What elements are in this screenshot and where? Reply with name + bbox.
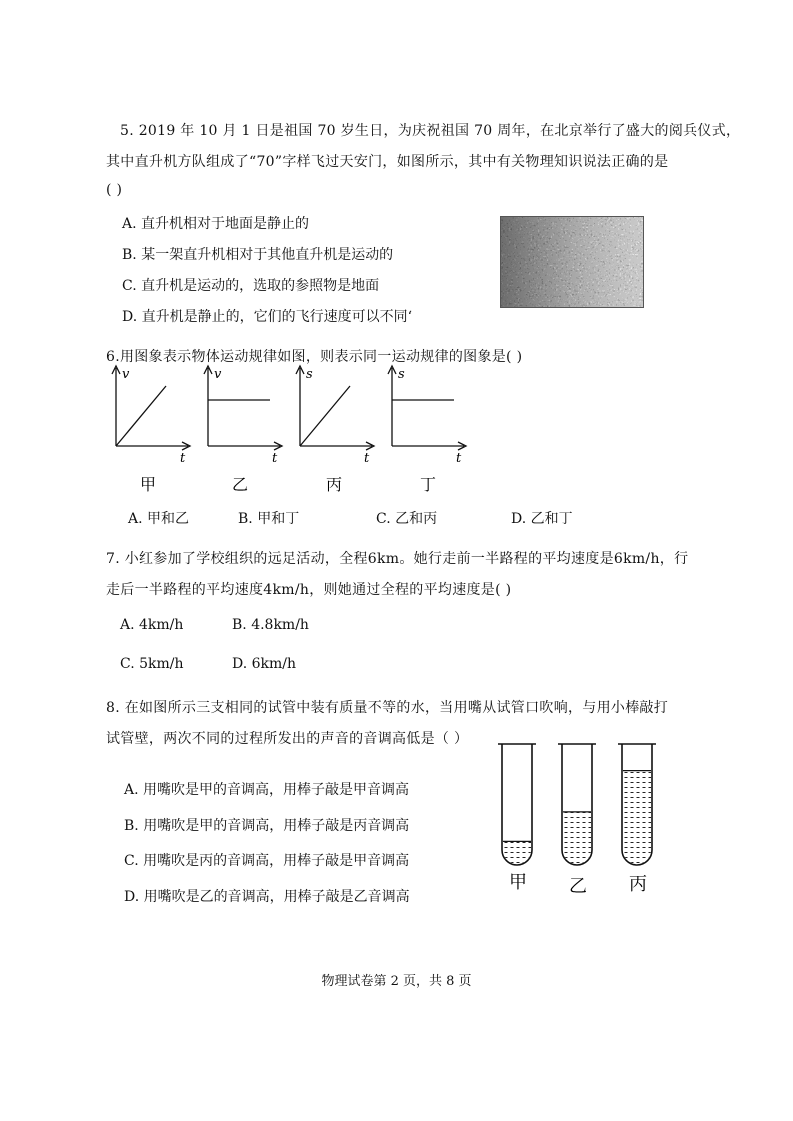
q6-option-a: A. 甲和乙 (128, 511, 190, 527)
graph-ding-x-label: t (456, 451, 462, 466)
q7-line-1: 7. 小红参加了学校组织的远足活动，全程6km。她行走前一半路程的平均速度是6km/h，行 (106, 551, 689, 567)
graph-ding-label: 丁 (420, 475, 437, 494)
tube-yi-water (563, 812, 591, 865)
graph-yi (204, 366, 282, 466)
q7-line-2: 走后一半路程的平均速度4km/h，则她通过全程的平均速度是( ) (106, 582, 512, 598)
graph-yi-x-label: t (272, 451, 278, 466)
q6-option-b: B. 甲和丁 (238, 511, 300, 527)
tube-jia-label: 甲 (509, 872, 527, 893)
q6-stem: 6.用图象表示物体运动规律如图，则表示同一运动规律的图象是( ) (106, 349, 523, 365)
q6-graphs (100, 362, 485, 494)
graph-yi-y-label: v (214, 367, 222, 382)
q6-option-d: D. 乙和丁 (511, 511, 573, 527)
q8-option-d: D. 用嘴吹是乙的音调高，用棒子敲是乙音调高 (124, 889, 410, 905)
tube-bing-label: 丙 (629, 874, 647, 895)
q8-line-2: 试管壁，两次不同的过程所发出的声音的音调高低是（ ） (106, 731, 469, 747)
q5-option-a: A. 直升机相对于地面是静止的 (122, 216, 310, 232)
q5-option-d: D. 直升机是静止的，它们的飞行速度可以不同‘ (122, 309, 413, 325)
graph-bing-label: 丙 (326, 475, 343, 494)
graph-bing-y-label: s (306, 367, 313, 382)
q5-line-2: 其中直升机方队组成了“70”字样飞过天安门，如图所示，其中有关物理知识说法正确的是 (106, 154, 669, 170)
q8-option-a: A. 用嘴吹是甲的音调高，用棒子敲是甲音调高 (124, 782, 410, 798)
graph-jia (112, 366, 190, 466)
graph-jia-label: 甲 (140, 475, 157, 494)
q7-option-b: B. 4.8km/h (232, 617, 309, 633)
q5-line-1: 5. 2019 年 10 月 1 日是祖国 70 岁生日，为庆祝祖国 70 周年，在北京举行了盛大的阅兵仪式， (120, 123, 741, 139)
graph-yi-label: 乙 (232, 475, 249, 494)
graph-jia-x-label: t (180, 451, 186, 466)
q7-option-c: C. 5km/h (120, 656, 184, 672)
q5-option-c: C. 直升机是运动的，选取的参照物是地面 (122, 278, 380, 294)
page-footer: 物理试卷第 2 页，共 8 页 (321, 974, 472, 989)
q8-test-tubes (492, 740, 672, 900)
graph-bing-x-label: t (364, 451, 370, 466)
q6-option-c: C. 乙和丙 (376, 511, 438, 527)
helicopter-photo (500, 216, 644, 308)
tube-yi-label: 乙 (569, 876, 587, 897)
tube-bing-water (623, 771, 651, 865)
q5-option-b: B. 某一架直升机相对于其他直升机是运动的 (122, 247, 394, 263)
q7-option-d: D. 6km/h (232, 656, 297, 672)
q8-option-b: B. 用嘴吹是甲的音调高，用棒子敲是丙音调高 (124, 818, 410, 834)
graph-ding (388, 366, 466, 466)
graph-bing (296, 366, 374, 466)
q7-option-a: A. 4km/h (120, 617, 184, 633)
q5-line-3: ( ) (106, 182, 123, 198)
graph-ding-y-label: s (398, 367, 405, 382)
q8-line-1: 8. 在如图所示三支相同的试管中装有质量不等的水，当用嘴从试管口吹响，与用小棒敲打 (106, 700, 669, 716)
graph-jia-y-label: v (122, 367, 130, 382)
q8-option-c: C. 用嘴吹是丙的音调高，用棒子敲是甲音调高 (124, 853, 410, 869)
